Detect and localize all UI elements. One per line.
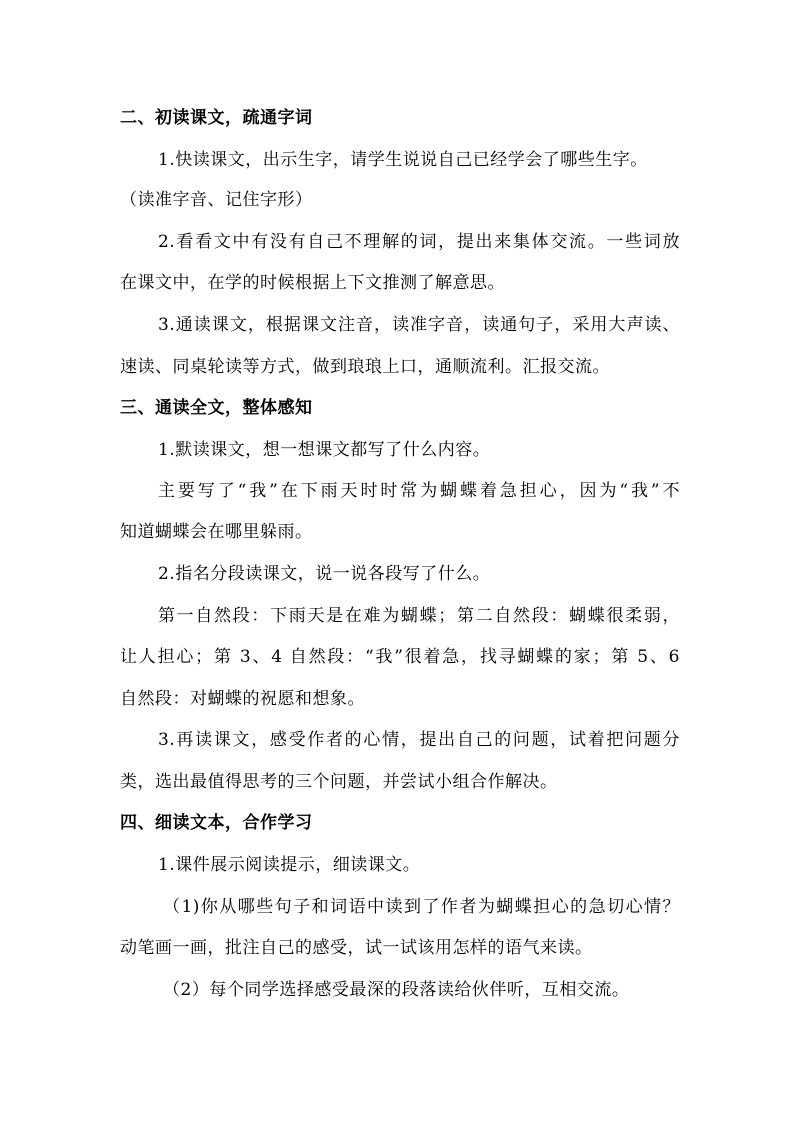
section-heading: 四、细读文本，合作学习 bbox=[120, 813, 313, 833]
paragraph-line: 2.看看文中有没有自己不理解的词，提出来集体交流。一些词放 bbox=[158, 232, 680, 252]
paragraph-line: 主要写了“我”在下雨天时时常为蝴蝶着急担心，因为“我”不 bbox=[158, 481, 680, 501]
paragraph-line: 动笔画一画，批注自己的感受，试一试该用怎样的语气来读。 bbox=[120, 938, 593, 958]
paragraph-line: 让人担心；第 3、4 自然段：“我”很着急，找寻蝴蝶的家；第 5、6 bbox=[120, 647, 680, 667]
section-heading: 三、通读全文，整体感知 bbox=[120, 398, 313, 418]
paragraph-line: 自然段：对蝴蝶的祝愿和想象。 bbox=[120, 689, 365, 709]
paragraph-line: 在课文中，在学的时候根据上下文推测了解意思。 bbox=[120, 273, 505, 293]
paragraph-line: （2）每个同学选择感受最深的段落读给伙伴听，互相交流。 bbox=[163, 980, 630, 1000]
paragraph-line: 3.通读课文，根据课文注音，读准字音，读通句子，采用大声读、 bbox=[158, 315, 680, 335]
section-heading: 二、初读课文，疏通字词 bbox=[120, 108, 313, 128]
paragraph-line: 类，选出最值得思考的三个问题，并尝试小组合作解决。 bbox=[120, 772, 558, 792]
paragraph-line: 速读、同桌轮读等方式，做到琅琅上口，通顺流利。汇报交流。 bbox=[120, 357, 610, 377]
paragraph-line: （1)你从哪些句子和词语中读到了作者为蝴蝶担心的急切心情？ bbox=[163, 897, 680, 917]
paragraph-line: 1.默读课文，想一想课文都写了什么内容。 bbox=[158, 440, 491, 460]
paragraph-line: 知道蝴蝶会在哪里躲雨。 bbox=[120, 522, 313, 542]
paragraph-line: 1.课件展示阅读提示，细读课文。 bbox=[158, 855, 421, 875]
paragraph-line: 1.快读课文，出示生字，请学生说说自己已经学会了哪些生字。 bbox=[158, 150, 648, 170]
paragraph-line: 2.指名分段读课文，说一说各段写了什么。 bbox=[158, 564, 491, 584]
paragraph-line: 第一自然段：下雨天是在难为蝴蝶；第二自然段：蝴蝶很柔弱， bbox=[158, 606, 680, 626]
paragraph-line: 3.再读课文，感受作者的心情，提出自己的问题，试着把问题分 bbox=[158, 730, 680, 750]
paragraph-line: （读准字音、记住字形） bbox=[120, 190, 313, 210]
